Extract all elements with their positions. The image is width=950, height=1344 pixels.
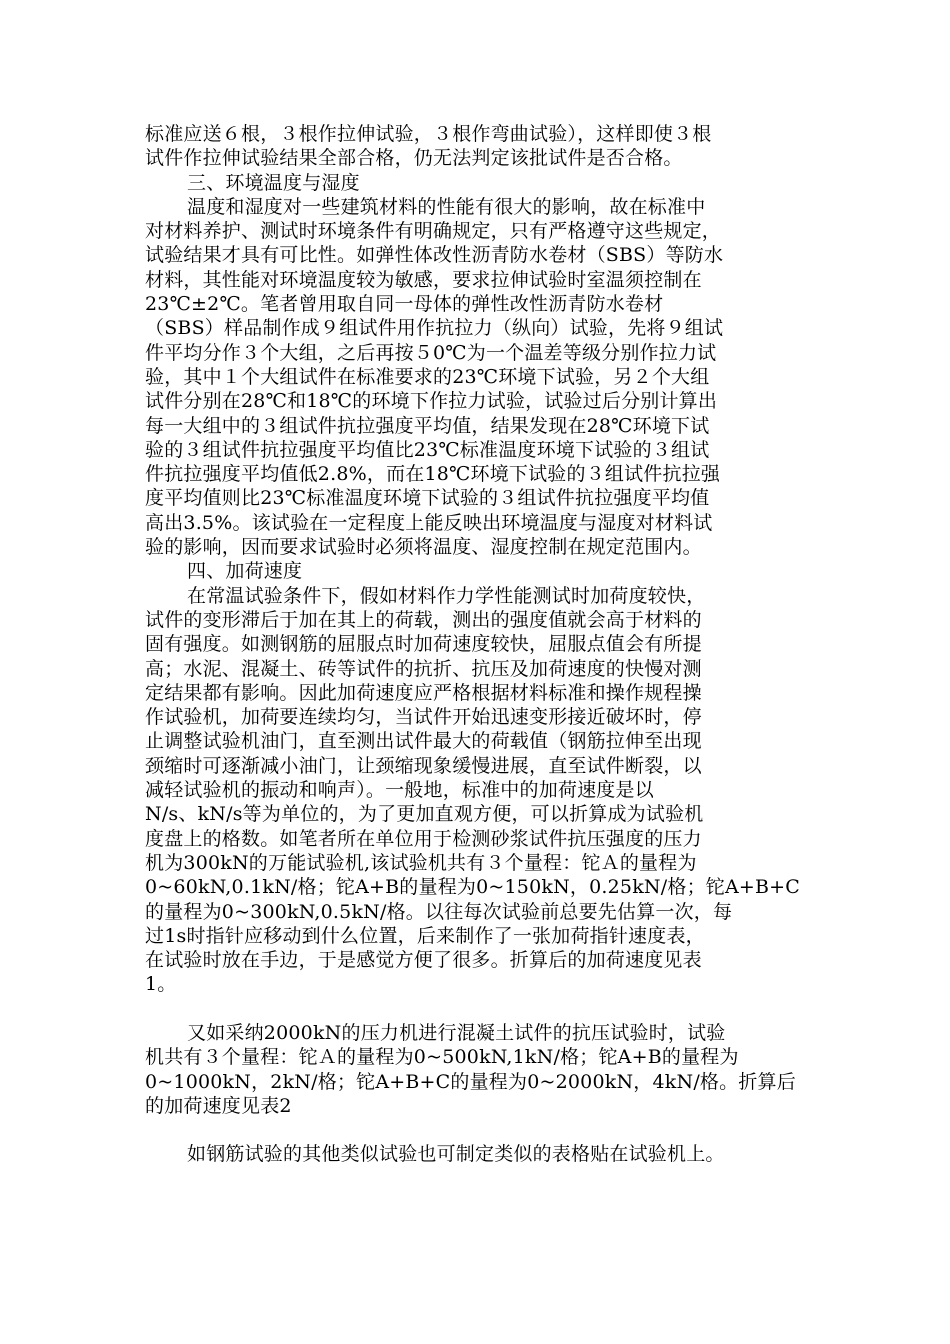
text-line: 止调整试验机油门，直至测出试件最大的荷载值（钢筋拉伸至出现 [145,730,702,753]
text-line: 的加荷速度见表2 [145,1094,292,1117]
text-line: 材料，其性能对环境温度较为敏感，要求拉伸试验时室温须控制在 [145,268,702,291]
text-line: 过1s时指针应移动到什么位置，后来制作了一张加荷指针速度表， [145,924,705,947]
text-line: 在常温试验条件下，假如材料作力学性能测试时加荷度较快， [187,584,706,607]
text-line: 如钢筋试验的其他类似试验也可制定类似的表格贴在试验机上。 [187,1143,725,1166]
text-line: 试件分别在28℃和18℃的环境下作拉力试验，试验过后分别计算出 [145,390,718,413]
text-line: 件平均分作３个大组，之后再按５0℃为一个温差等级分别作拉力试 [145,341,717,364]
text-line: 试件的变形滞后于加在其上的荷载，测出的强度值就会高于材料的 [145,608,702,631]
text-line: 试验结果才具有可比性。如弹性体改性沥青防水卷材（SBS）等防水 [145,244,724,267]
text-line: 23℃±2℃。笔者曾用取自同一母体的弹性改性沥青防水卷材 [145,293,664,316]
text-line: 1。 [145,973,177,996]
text-line: 验，其中１个大组试件在标准要求的23℃环境下试验，另２个大组 [145,365,710,388]
text-line: 机为300kN的万能试验机,该试验机共有３个量程：铊Ａ的量程为 [145,851,697,874]
text-line: 定结果都有影响。因此加荷速度应严格根据材料标准和操作规程操 [145,681,702,704]
text-line: 件抗拉强度平均值低2.8%，而在18℃环境下试验的３组试件抗拉强 [145,463,721,486]
text-line: 颈缩时可逐渐减小油门，让颈缩现象缓慢进展，直至试件断裂，以 [145,754,702,777]
text-line: （SBS）样品制作成９组试件用作抗拉力（纵向）试验，先将９组试 [145,317,724,340]
section-heading-loading-speed: 四、加荷速度 [187,560,303,583]
text-line: 验的３组试件抗拉强度平均值比23℃标准温度环境下试验的３组试 [145,438,710,461]
text-line: 在试验时放在手边，于是感觉方便了很多。折算后的加荷速度见表 [145,949,702,972]
text-line: 0~1000kN，2kN/格；铊A+B+C的量程为0~2000kN，4kN/格。折算后 [145,1070,796,1093]
text-line: 标准应送６根，３根作拉伸试验，３根作弯曲试验），这样即使３根 [145,123,712,145]
paragraph-gap [145,1118,805,1142]
text-line: 的量程为0~300kN,0.5kN/格。以往每次试验前总要先估算一次，每 [145,900,733,923]
text-line: 度盘上的格数。如笔者所在单位用于检测砂浆试件抗压强度的压力 [145,827,702,850]
text-line: 验的影响，因而要求试验时必须将温度、湿度控制在规定范围内。 [145,536,702,559]
text-line: 高；水泥、混凝土、砖等试件的抗折、抗压及加荷速度的快慢对测 [145,657,702,680]
text-line: 对材料养护、测试时环境条件有明确规定，只有严格遵守这些规定， [145,220,722,243]
text-line: 固有强度。如测钢筋的屈服点时加荷速度较快，屈服点值会有所提 [145,633,702,656]
text-line: 又如采纳2000kN的压力机进行混凝土试件的抗压试验时，试验 [187,1021,726,1044]
text-line: 高出3.5%。该试验在一定程度上能反映出环境温度与湿度对材料试 [145,511,713,534]
text-line: 温度和湿度对一些建筑材料的性能有很大的影响，故在标准中 [187,195,706,218]
text-line: N/s、kN/s等为单位的，为了更加直观方便，可以折算成为试验机 [145,803,704,826]
document-body [145,122,805,1167]
text-line: 机共有３个量程：铊Ａ的量程为0~500kN,1kN/格；铊A+B的量程为 [145,1046,739,1069]
text-line: 每一大组中的３组试件抗拉强度平均值，结果发现在28℃环境下试 [145,414,710,437]
text-line: 试件作拉伸试验结果全部合格，仍无法判定该批试件是否合格。 [145,147,683,170]
text-line: 度平均值则比23℃标准温度环境下试验的３组试件抗拉强度平均值 [145,487,710,510]
section-heading-environment: 三、环境温度与湿度 [187,171,360,194]
text-line: 0~60kN,0.1kN/格；铊A+B的量程为0~150kN，0.25kN/格；铊A+B+C [145,876,801,899]
text-line: 减轻试验机的振动和响声）。一般地，标准中的加荷速度是以 [145,779,654,802]
paragraph-gap [145,997,805,1021]
text-line: 作试验机，加荷要连续均匀，当试件开始迅速变形接近破坏时，停 [145,706,702,729]
